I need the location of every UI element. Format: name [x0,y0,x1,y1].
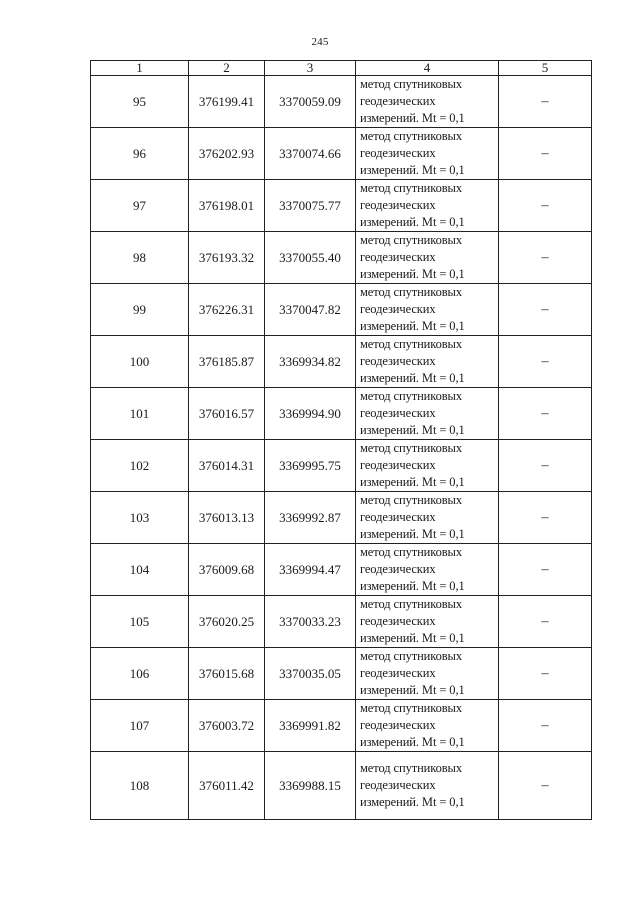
point-number-cell: 98 [91,232,189,284]
table-row [91,232,592,284]
y-coordinate-cell: 3370075.77 [265,180,356,232]
table-row [91,76,592,128]
note-cell: – [499,388,592,440]
y-coordinate-cell: 3370033.23 [265,596,356,648]
method-text-line: метод спутниковых [360,493,462,507]
x-coordinate-cell: 376011.42 [189,752,265,820]
method-text-line: метод спутниковых [360,701,462,715]
method-cell [356,544,499,596]
method-text-line: геодезических [360,302,436,316]
method-text-line: измерений. Mt = 0,1 [360,215,465,229]
note-cell: – [499,232,592,284]
note-cell: – [499,596,592,648]
method-text-line: измерений. Mt = 0,1 [360,319,465,333]
method-text-line: геодезических [360,198,436,212]
method-cell [356,492,499,544]
method-text-line: метод спутниковых [360,597,462,611]
method-text-line: измерений. Mt = 0,1 [360,267,465,281]
method-text-line: метод спутниковых [360,649,462,663]
method-text-line: измерений. Mt = 0,1 [360,579,465,593]
page-number: 245 [311,36,329,48]
method-text-line: геодезических [360,250,436,264]
note-cell: – [499,492,592,544]
y-coordinate-cell: 3370035.05 [265,648,356,700]
method-text-line: измерений. Mt = 0,1 [360,795,465,809]
y-coordinate-cell: 3370059.09 [265,76,356,128]
x-coordinate-cell: 376185.87 [189,336,265,388]
table-row [91,752,592,820]
x-coordinate-cell: 376226.31 [189,284,265,336]
method-text-line: метод спутниковых [360,285,462,299]
table-row [91,596,592,648]
note-cell: – [499,648,592,700]
column-header-3: 3 [265,61,356,76]
point-number-cell: 103 [91,492,189,544]
y-coordinate-cell: 3369992.87 [265,492,356,544]
table-row [91,492,592,544]
method-text-line: измерений. Mt = 0,1 [360,423,465,437]
method-cell [356,648,499,700]
note-cell: – [499,128,592,180]
method-text-line: метод спутниковых [360,77,462,91]
y-coordinate-cell: 3369995.75 [265,440,356,492]
method-text-line: метод спутниковых [360,441,462,455]
x-coordinate-cell: 376015.68 [189,648,265,700]
header-row [91,61,592,76]
point-number-cell: 101 [91,388,189,440]
method-text-line: метод спутниковых [360,233,462,247]
point-number-cell: 96 [91,128,189,180]
note-cell: – [499,76,592,128]
note-cell: – [499,752,592,820]
method-text-line: метод спутниковых [360,181,462,195]
point-number-cell: 105 [91,596,189,648]
y-coordinate-cell: 3370055.40 [265,232,356,284]
table-row [91,128,592,180]
x-coordinate-cell: 376014.31 [189,440,265,492]
point-number-cell: 107 [91,700,189,752]
method-text-line: геодезических [360,510,436,524]
x-coordinate-cell: 376020.25 [189,596,265,648]
table-row [91,284,592,336]
x-coordinate-cell: 376198.01 [189,180,265,232]
y-coordinate-cell: 3369934.82 [265,336,356,388]
point-number-cell: 108 [91,752,189,820]
method-cell [356,752,499,820]
table-row [91,440,592,492]
y-coordinate-cell: 3369991.82 [265,700,356,752]
y-coordinate-cell: 3369988.15 [265,752,356,820]
point-number-cell: 104 [91,544,189,596]
method-text-line: геодезических [360,354,436,368]
method-text-line: геодезических [360,778,436,792]
table-body [91,76,592,820]
method-text-line: измерений. Mt = 0,1 [360,527,465,541]
note-cell: – [499,284,592,336]
point-number-cell: 102 [91,440,189,492]
table-row [91,700,592,752]
y-coordinate-cell: 3369994.47 [265,544,356,596]
point-number-cell: 97 [91,180,189,232]
y-coordinate-cell: 3369994.90 [265,388,356,440]
x-coordinate-cell: 376193.32 [189,232,265,284]
table-header [91,61,592,76]
method-cell [356,76,499,128]
column-header-2: 2 [189,61,265,76]
method-text-line: геодезических [360,94,436,108]
coordinates-table [90,60,592,820]
x-coordinate-cell: 376009.68 [189,544,265,596]
y-coordinate-cell: 3370047.82 [265,284,356,336]
method-text-line: метод спутниковых [360,129,462,143]
method-text-line: геодезических [360,146,436,160]
y-coordinate-cell: 3370074.66 [265,128,356,180]
method-text-line: метод спутниковых [360,761,462,775]
method-text-line: измерений. Mt = 0,1 [360,371,465,385]
method-text-line: измерений. Mt = 0,1 [360,111,465,125]
method-cell [356,388,499,440]
note-cell: – [499,180,592,232]
method-text-line: измерений. Mt = 0,1 [360,163,465,177]
method-text-line: измерений. Mt = 0,1 [360,735,465,749]
method-text-line: метод спутниковых [360,337,462,351]
method-text-line: метод спутниковых [360,545,462,559]
method-cell [356,336,499,388]
note-cell: – [499,440,592,492]
method-cell [356,700,499,752]
method-cell [356,440,499,492]
method-text-line: метод спутниковых [360,389,462,403]
method-cell [356,128,499,180]
point-number-cell: 95 [91,76,189,128]
method-text-line: геодезических [360,458,436,472]
column-header-5: 5 [499,61,592,76]
method-cell [356,284,499,336]
method-cell [356,232,499,284]
point-number-cell: 106 [91,648,189,700]
method-text-line: измерений. Mt = 0,1 [360,475,465,489]
x-coordinate-cell: 376202.93 [189,128,265,180]
note-cell: – [499,336,592,388]
method-cell [356,596,499,648]
method-text-line: геодезических [360,562,436,576]
table-row [91,388,592,440]
point-number-cell: 100 [91,336,189,388]
note-cell: – [499,700,592,752]
x-coordinate-cell: 376003.72 [189,700,265,752]
x-coordinate-cell: 376199.41 [189,76,265,128]
method-text-line: геодезических [360,718,436,732]
method-text-line: геодезических [360,406,436,420]
method-text-line: геодезических [360,666,436,680]
column-header-4: 4 [356,61,499,76]
x-coordinate-cell: 376016.57 [189,388,265,440]
table-row [91,648,592,700]
method-text-line: геодезических [360,614,436,628]
method-text-line: измерений. Mt = 0,1 [360,683,465,697]
x-coordinate-cell: 376013.13 [189,492,265,544]
method-text-line: измерений. Mt = 0,1 [360,631,465,645]
point-number-cell: 99 [91,284,189,336]
column-header-1: 1 [91,61,189,76]
table-row [91,544,592,596]
table-row [91,336,592,388]
method-cell [356,180,499,232]
note-cell: – [499,544,592,596]
table-row [91,180,592,232]
